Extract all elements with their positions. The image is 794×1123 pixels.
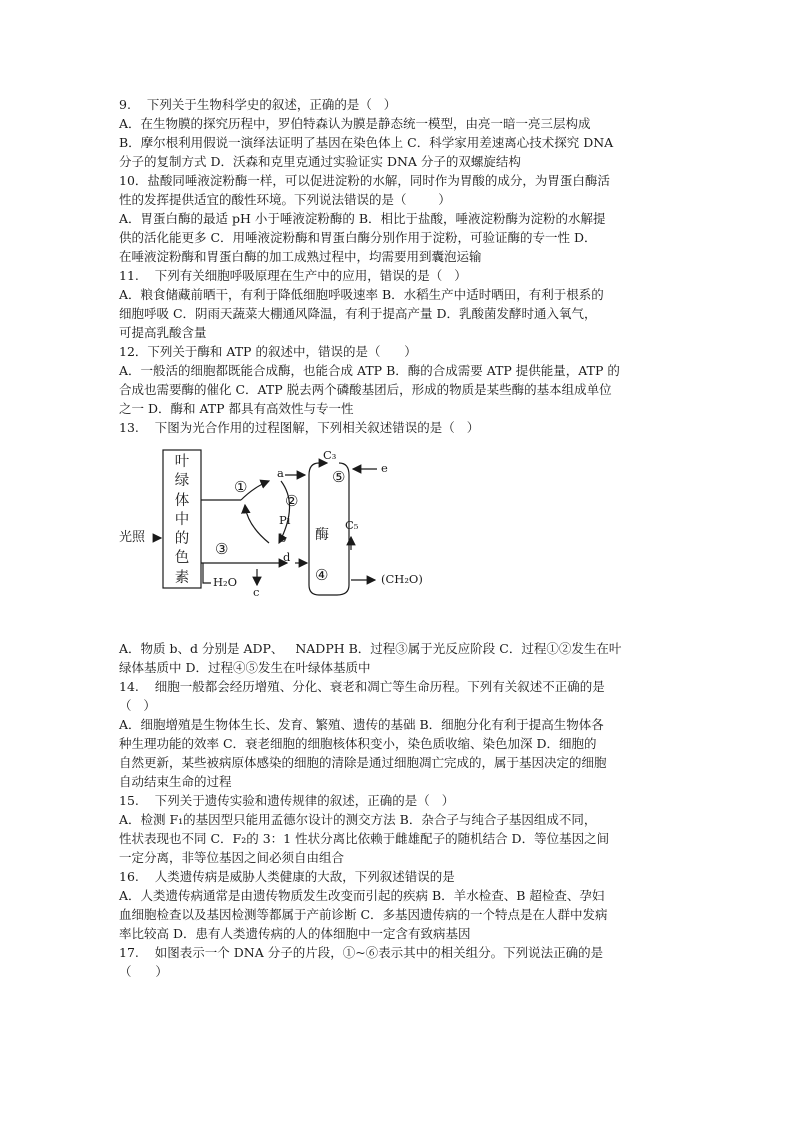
label-b: b <box>279 531 287 545</box>
question-line: 10．盐酸同唾液淀粉酶一样，可以促进淀粉的水解，同时作为胃酸的成分，为胃蛋白酶活 <box>119 173 610 188</box>
step-1-label: ① <box>234 478 248 496</box>
pigment-char: 绿 <box>174 473 190 490</box>
question-13 <box>119 418 679 437</box>
h2o-branch <box>203 563 211 583</box>
question-line: 性的发挥提供适宜的酸性环境。下列说法错误的是（ ） <box>119 192 451 207</box>
question-line: 供的活化能更多 C．用唾液淀粉酶和胃蛋白酶分别作用于淀粉，可验证酶的专一性 D． <box>119 230 597 245</box>
question-line: A．物质 b、d 分别是 ADP、 NADPH B．过程③属于光反应阶段 C．过程①②发生在叶 <box>119 641 622 656</box>
curve-b-to-left <box>245 505 269 543</box>
question-line: A．胃蛋白酶的最适 pH 小于唾液淀粉酶的 B．相比于盐酸，唾液淀粉酶为淀粉的水解提 <box>119 211 606 226</box>
step-2-label: ② <box>285 492 299 510</box>
question-line: 在唾液淀粉酶和胃蛋白酶的加工成熟过程中，均需要用到囊泡运输 <box>119 249 482 264</box>
question-line: 率比较高 D．患有人类遗传病的人的体细胞中一定含有致病基因 <box>119 926 471 941</box>
label-a: a <box>277 466 284 480</box>
question-line: 15. 下列关于遗传实验和遗传规律的叙述，正确的是（ ） <box>119 793 455 808</box>
question-line: A．粮食储藏前晒干，有利于降低细胞呼吸速率 B．水稻生产中适时晒田，有利于根系的 <box>119 287 604 302</box>
question-15 <box>119 791 679 867</box>
question-line: A．检测 F₁的基因型只能用孟德尔设计的测交方法 B．杂合子与纯合子基因组成不同， <box>119 812 597 827</box>
question-line: 14. 细胞一般都会经历增殖、分化、衰老和凋亡等生命历程。下列有关叙述不正确的是 <box>119 679 605 694</box>
photosynthesis-diagram-lines <box>119 445 679 625</box>
label-ch2o: (CH₂O) <box>381 572 423 586</box>
question-line: 性状表现也不同 C．F₂的 3：1 性状分离比依赖于雌雄配子的随机结合 D．等位基因之间 <box>119 831 610 846</box>
question-14 <box>119 677 679 791</box>
label-e: e <box>381 461 388 475</box>
pigment-char: 的 <box>174 531 190 548</box>
question-line: 12．下列关于酶和 ATP 的叙述中，错误的是（ ） <box>119 344 417 359</box>
question-line: 9. 下列关于生物科学史的叙述，正确的是（ ） <box>119 97 397 112</box>
question-line: A．人类遗传病通常是由遗传物质发生改变而引起的疾病 B．羊水检查、B 超检查、孕妇 <box>119 888 605 903</box>
question-line: 17. 如图表示一个 DNA 分子的片段，①~⑥表示其中的相关组分。下列说法正确的是 <box>119 945 604 960</box>
pigment-label <box>167 453 197 588</box>
question-line: A．在生物膜的探究历程中，罗伯特森认为膜是静态统一模型，由亮一暗一亮三层构成 <box>119 116 591 131</box>
step-5-label: ⑤ <box>332 468 346 486</box>
question-line: 16. 人类遗传病是威胁人类健康的大敌，下列叙述错误的是 <box>119 869 455 884</box>
question-line: 分子的复制方式 D．沃森和克里克通过实验证实 DNA 分子的双螺旋结构 <box>119 154 521 169</box>
question-line: 绿体基质中 D．过程④⑤发生在叶绿体基质中 <box>119 660 371 675</box>
pigment-char: 体 <box>174 492 190 509</box>
label-d: d <box>283 550 291 564</box>
question-12 <box>119 342 679 418</box>
label-h2o: H₂O <box>213 575 238 589</box>
pigment-char: 色 <box>174 550 190 567</box>
label-c5-molecule: C₅ <box>345 518 359 532</box>
question-line: A．细胞增殖是生物体生长、发育、繁殖、遗传的基础 B．细胞分化有利于提高生物体各 <box>119 717 604 732</box>
question-line: 可提高乳酸含量 <box>119 325 207 340</box>
question-9 <box>119 95 679 171</box>
question-10 <box>119 171 679 266</box>
photosynthesis-diagram <box>119 445 679 625</box>
question-16 <box>119 867 679 943</box>
exam-page <box>119 95 679 981</box>
label-c: c <box>253 585 260 599</box>
label-c3-molecule: C₃ <box>323 448 337 462</box>
question-line: B．摩尔根利用假说一演绎法证明了基因在染色体上 C．科学家用差速离心技术探究 DNA <box>119 135 614 150</box>
question-line: 种生理功能的效率 C．衰老细胞的细胞核体积变小，染色质收缩、染色加深 D．细胞的 <box>119 736 597 751</box>
question-line: 13. 下图为光合作用的过程图解，下列相关叙述错误的是（ ） <box>119 420 480 435</box>
question-line: 一定分离，非等位基因之间必须自由组合 <box>119 850 345 865</box>
pigment-char: 素 <box>174 569 190 586</box>
question-line: （ ） <box>119 964 168 979</box>
question-line: 合成也需要酶的催化 C．ATP 脱去两个磷酸基团后，形成的物质是某些酶的基本组成单位 <box>119 382 612 397</box>
step-4-label: ④ <box>315 566 329 584</box>
question-line: （ ） <box>119 698 156 713</box>
step-3-label: ③ <box>215 540 229 558</box>
label-pi: Pi <box>279 513 291 527</box>
question-line: 11. 下列有关细胞呼吸原理在生产中的应用，错误的是（ ） <box>119 268 467 283</box>
question-line: 自然更新，某些被病原体感染的细胞的清除是通过细胞凋亡完成的，属于基因决定的细胞 <box>119 755 607 770</box>
pigment-char: 中 <box>174 511 190 528</box>
question-line: 自动结束生命的过程 <box>119 774 232 789</box>
question-line: 之一 D．酶和 ATP 都具有高效性与专一性 <box>119 401 354 416</box>
question-line: 细胞呼吸 C．阴雨天蔬菜大棚通风降温，有利于提高产量 D．乳酸菌发酵时通入氧气， <box>119 306 597 321</box>
label-enzyme: 酶 <box>315 527 329 543</box>
question-17 <box>119 943 679 981</box>
question-line: 血细胞检查以及基因检测等都属于产前诊断 C．多基因遗传病的一个特点是在人群中发病 <box>119 907 608 922</box>
question-11 <box>119 266 679 342</box>
question-13-options <box>119 639 679 677</box>
question-line: A．一般活的细胞都既能合成酶，也能合成 ATP B．酶的合成需要 ATP 提供能量，ATP 的 <box>119 363 620 378</box>
pigment-char: 叶 <box>174 454 190 470</box>
light-label: 光照 <box>119 530 146 545</box>
